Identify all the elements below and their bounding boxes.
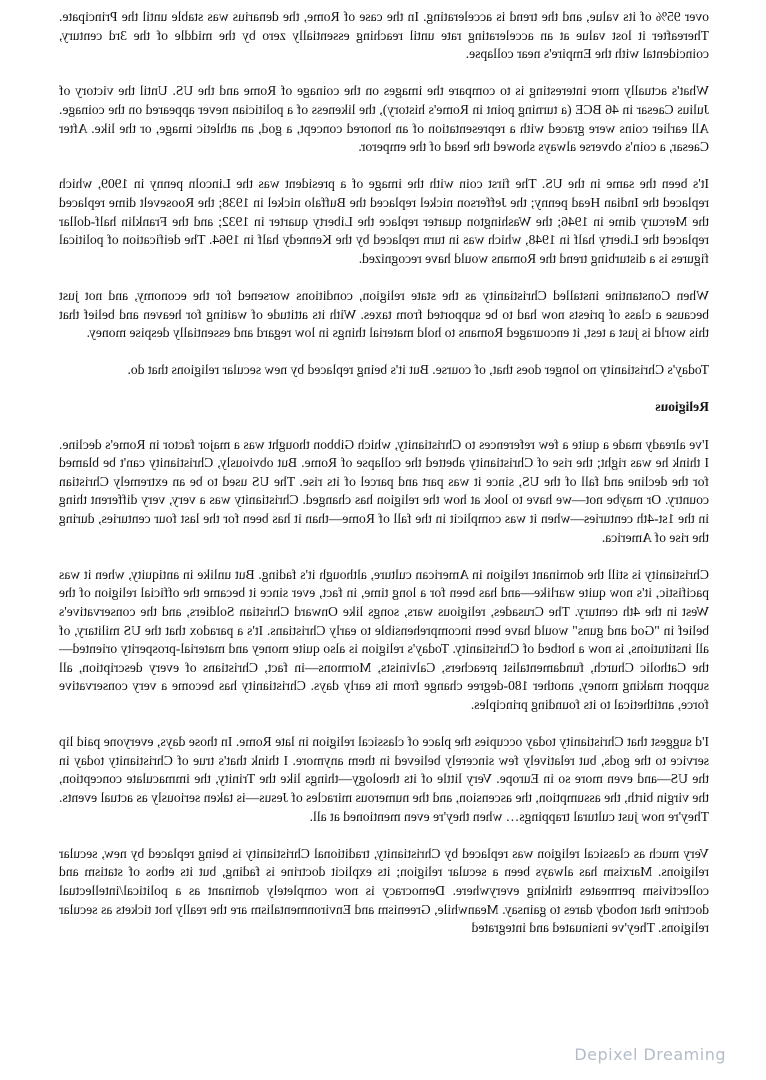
paragraph-dominant-religion: Christianity is still the dominant religion in American culture, although it's fading. But unlike in antiquity, when it was pacifistic, it's now quite warlike—and has been for a long time, in fact, ever since it became the official religion of the West in the 4th century. The Crusades, religious wars, songs like Onward Christian Soldiers, and the conservative's belief in "God and guns" would have been incomprehensible to early Christians. It's a paradox that the US military, of all institutions, is now a hotbed of Christianity. Today's religion is also quite money and material-prosperity oriented—the Catholic Church, fundamentalist preachers, Calvinists, Mormons—in fact, Christians of every description, all support making money, another 180-degree change from its early days. Christianity has become a very conservative force, antithetical to its founding principles. bbox=[59, 566, 709, 712]
paragraph-denarius: over 95% of its value, and the trend is accelerating. In the case of Rome, the denarius was stable until the Principate. Thereafter it lost value at an accelerating rate until reaching essentially zero by the middle of the 3rd century, coincidental with the Empire's near collapse. bbox=[59, 9, 709, 62]
paragraph-us-coins: It's been the same in the US. The first coin with the image of a president was the Lincoln penny in 1909, which replaced the Indian Head penny; the Jefferson nickel replaced the Buffalo nickel in 1938; the Roosevelt dime replaced the Mercury dime in 1946; the Washington quarter replace the Liberty quarter in 1932; and the Franklin half-dollar replaced the Liberty half in 1948, which was in turn replaced by the Kennedy half in 1964. The deification of political figures is a disturbing trend the Romans would have recognized. bbox=[59, 176, 709, 266]
paragraph-today-christianity: Today's Christianity no longer does that, of course. But it's being replaced by new secular religions that do. bbox=[127, 362, 709, 378]
paragraph-classical-religion: I'd suggest that Christianity today occupies the place of classical religion in late Rome. In those days, everyone paid lip service to the gods, but relatively few sincerely believed in them anymore. I think that's true of Christianity today in the US—and even more so in Europe. Very little of its theology—things like the Trinity, the immaculate conception, the virgin birth, the assumption, the ascension, and the numerous miracles of Jesus—is taken seriously as actual events. They're now just cultural trappings… when they're even mentioned at all. bbox=[59, 734, 709, 824]
paragraph-secular-religions: Very much as classical religion was replaced by Christianity, traditional Christianity is being replaced by new, secular religions. Marxism has always been a secular religion; its explicit doctrine is fading, but its ethos of statism and collectivism permeates thinking everywhere. Democracy is now completely dominant as a political/intellectual doctrine that nobody dares to gainsay. Meanwhile, Greenism and Environmentalism are the really hot tickets as secular religions. They've insinuated and integrated bbox=[59, 845, 709, 936]
document-body bbox=[59, 8, 709, 956]
paragraph-constantine: When Constantine installed Christianity as the state religion, conditions worsened for the economy, and not just because a class of priests now had to be supported from taxes. With its attitude of waiting for heaven and belief that this world is just a test, it encouraged Romans to hold material things in low regard and essentially despise money. bbox=[59, 287, 709, 341]
watermark: Depixel Dreaming bbox=[574, 1045, 726, 1064]
paragraph-gibbon: I've already made a quite a few references to Christianity, which Gibbon thought was a major factor in Rome's decline. I think he was right; the rise of Christianity abetted the collapse of Rome. But obviously, Christianity can't be blamed for the decline and fall of the US, since it was part and parcel of its rise. The US used to be an extremely Christian country. Or maybe not—we have to look at how the religion has changed. Christianity was a very, very different thing in the 1st-4th centuries—when it was complicit in the fall of Rome—than it has been for the last four centuries, during the rise of America. bbox=[59, 436, 709, 545]
paragraph-coinage-images: What's actually more interesting is to compare the images on the coinage of Rome and the US. Until the victory of Julius Caesar in 46 BCE (a turning point in Rome's history), the likeness of a politician never appeared on the coinage. All earlier coins were graced with a representation of an honored concept, a god, an athletic image, or the like. After Caesar, a coin's obverse always showed the head of the emperor. bbox=[59, 83, 709, 155]
section-heading: Religious bbox=[655, 399, 709, 415]
